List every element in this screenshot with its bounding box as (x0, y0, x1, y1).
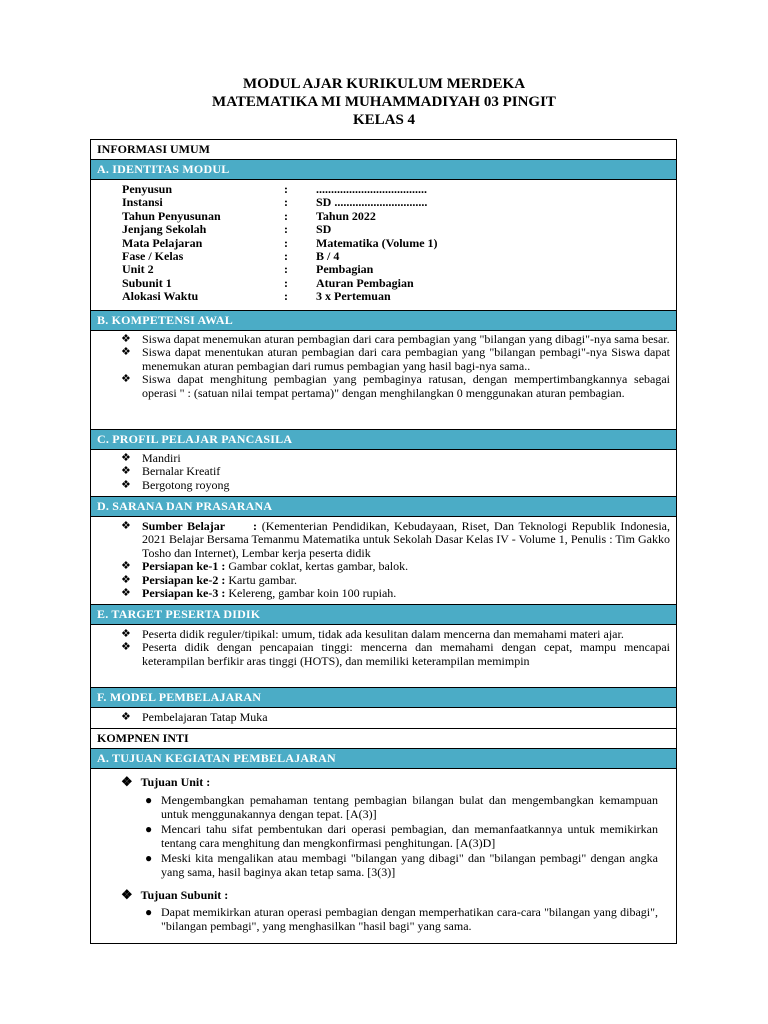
item-label: Persiapan ke-2 : (142, 572, 226, 587)
diamond-bullet-icon: ❖ (121, 628, 131, 640)
model-header: F. MODEL PEMBELAJARAN (91, 688, 676, 708)
list-item-text: Pembelajaran Tatap Muka (142, 710, 268, 724)
list-item (91, 711, 676, 724)
list-item (91, 465, 676, 478)
diamond-bullet-icon: ❖ (121, 373, 131, 386)
diamond-bullet-icon: ❖ (121, 452, 131, 464)
list-item (91, 373, 676, 400)
komponen-inti-header: KOMPNEN INTI (91, 729, 676, 749)
list-item (91, 641, 676, 668)
list-item-text: Mengembangkan pemahaman tentang pembagian bilangan bulat dan mengembangkan kemampuan untuk menggunakannya dengan tepat. [A(3)] (161, 793, 658, 821)
list-item-text: Mencari tahu sifat pembentukan dari operasi pembagian, dan memanfaatkannya untuk memikirkan tentang cara menghitung dan mengkonfirmasi penghitungan. [A(3)D] (161, 822, 658, 850)
diamond-bullet-icon: ❖ (121, 641, 131, 654)
list-item (91, 574, 676, 587)
list-item-text: Bergotong royong (142, 477, 230, 492)
list-item (145, 905, 658, 933)
sub-heading-text: Tujuan Unit : (140, 775, 211, 789)
tujuan-subunit-list (145, 905, 658, 934)
list-item (91, 333, 676, 346)
target-section (91, 625, 676, 688)
identitas-value: SD ............................... (316, 195, 428, 210)
diamond-bullet-icon: ❖ (121, 520, 131, 532)
identitas-key: Mata Pelajaran (122, 235, 203, 250)
diamond-bullet-icon: ❖ (121, 587, 131, 600)
informasi-umum-header: INFORMASI UMUM (91, 140, 676, 160)
model-list (91, 711, 676, 724)
colon: : (284, 289, 288, 304)
identitas-value: Aturan Pembagian (316, 275, 414, 290)
list-item (91, 587, 676, 600)
model-section (91, 708, 676, 729)
list-item-text: Meski kita mengalikan atau membagi "bilangan yang dibagi" dan "bilangan pembagi" dengan angka yang sama, hasil baginya akan tetap sama. [3(3)] (161, 851, 658, 879)
sarana-list (91, 520, 676, 600)
tujuan-unit-label (121, 774, 210, 790)
dot-bullet-icon: ● (145, 851, 153, 865)
list-item-text: (Kementerian Pendidikan, Kebudayaan, Riset, Dan Teknologi Republik Indonesia, 2021 Belajar Bersama Temanmu Matematika untuk Sekolah Dasar Kelas IV - Volume 1, Penulis : Tim Gakko Tosho dan Internet), Lembar kerja peserta didik (142, 519, 671, 560)
identitas-section (91, 180, 676, 311)
diamond-bullet-icon: ❖ (121, 887, 133, 902)
title-line-1: MODUL AJAR KURIKULUM MERDEKA (242, 76, 526, 92)
profil-list (91, 452, 676, 492)
profil-header: C. PROFIL PELAJAR PANCASILA (91, 430, 676, 450)
diamond-bullet-icon: ❖ (121, 465, 131, 478)
dot-bullet-icon: ● (145, 905, 153, 919)
list-item-text: Siswa dapat menemukan aturan pembagian dari cara pembagian yang "bilangan yang dibagi"-nya sama besar. (142, 332, 670, 346)
colon: : (284, 195, 288, 210)
dot-bullet-icon: ● (145, 793, 153, 807)
list-item (91, 452, 676, 465)
list-item (91, 479, 676, 492)
identitas-value: B / 4 (316, 248, 340, 263)
list-item (145, 793, 658, 821)
kompetensi-list (91, 333, 676, 400)
title-line-3: KELAS 4 (352, 112, 416, 128)
item-label: Persiapan ke-3 : (142, 586, 226, 601)
list-item (91, 346, 676, 373)
list-item-text: Peserta didik dengan pencapaian tinggi: mencerna dan memahami dengan cepat, mampu mencapai keterampilan berfikir aras tinggi (HOTS), dan memiliki keterampilan memimpin (142, 640, 670, 668)
diamond-bullet-icon: ❖ (121, 573, 131, 586)
list-item-text: Peserta didik reguler/tipikal: umum, tidak ada kesulitan dalam mencerna dan memahami materi ajar. (142, 627, 624, 641)
sarana-header: D. SARANA DAN PRASARANA (91, 497, 676, 517)
list-item (145, 822, 658, 850)
title-line-2: MATEMATIKA MI MUHAMMADIYAH 03 PINGIT (212, 94, 556, 110)
profil-section (91, 450, 676, 497)
document-title (0, 75, 768, 129)
colon: : (284, 222, 288, 237)
identitas-row (122, 263, 522, 276)
target-list (91, 628, 676, 668)
identitas-row (122, 290, 522, 303)
diamond-bullet-icon: ❖ (121, 774, 133, 789)
identitas-value: Pembagian (316, 262, 374, 277)
item-label: Persiapan ke-1 : (142, 559, 226, 574)
colon: : (284, 262, 288, 277)
identitas-key: Penyusun (122, 182, 173, 196)
list-item-text: Dapat memikirkan aturan operasi pembagian dengan memperhatikan cara-cara "bilangan yang dibagi", "bilangan pembagi", yang menghasilkan "hasil bagi" yang sama. (161, 905, 658, 933)
colon: : (284, 275, 288, 290)
identitas-header: A. IDENTITAS MODUL (91, 160, 676, 180)
item-label: Sumber Belajar : (142, 519, 258, 533)
identitas-key: Instansi (122, 195, 163, 210)
identitas-row (122, 183, 522, 196)
identitas-key: Subunit 1 (122, 275, 172, 290)
identitas-key: Alokasi Waktu (122, 289, 199, 304)
tujuan-header: A. TUJUAN KEGIATAN PEMBELAJARAN (91, 749, 676, 769)
list-item (91, 560, 676, 573)
colon: : (284, 235, 288, 250)
identitas-key: Unit 2 (122, 262, 154, 277)
identitas-row (122, 250, 522, 263)
list-item-text: Siswa dapat menentukan aturan pembagian dari cara pembagian yang "bilangan pembagi"-nya Siswa dapat menemukan aturan pembagian dari rumus pembagian yang hasil bagi-nya sama.. (142, 345, 670, 373)
tujuan-subunit-label (121, 887, 228, 903)
tujuan-section (91, 769, 676, 947)
identitas-table (122, 183, 522, 304)
list-item (91, 628, 676, 641)
list-item (145, 851, 658, 879)
sarana-section (91, 517, 676, 605)
list-item-text: Bernalar Kreatif (142, 464, 221, 479)
identitas-value: ..................................... (316, 182, 427, 196)
diamond-bullet-icon: ❖ (121, 346, 131, 359)
diamond-bullet-icon: ❖ (121, 560, 131, 573)
diamond-bullet-icon: ❖ (121, 333, 131, 345)
module-table (90, 139, 677, 944)
list-item-text: Gambar coklat, kertas gambar, balok. (225, 559, 409, 574)
list-item-text: Kartu gambar. (225, 572, 297, 587)
diamond-bullet-icon: ❖ (121, 711, 131, 723)
identitas-key: Jenjang Sekolah (122, 222, 207, 237)
identitas-value: 3 x Pertemuan (316, 289, 391, 304)
identitas-value: Tahun 2022 (316, 208, 376, 223)
identitas-row (122, 196, 522, 209)
identitas-row (122, 210, 522, 223)
colon: : (284, 182, 288, 196)
identitas-key: Tahun Penyusunan (122, 208, 221, 223)
colon: : (284, 248, 288, 263)
identitas-row (122, 223, 522, 236)
identitas-row (122, 277, 522, 290)
diamond-bullet-icon: ❖ (121, 478, 131, 491)
colon: : (284, 208, 288, 223)
list-item-text: Kelereng, gambar koin 100 rupiah. (225, 586, 397, 601)
identitas-value: SD (316, 222, 332, 237)
tujuan-unit-list (145, 793, 658, 880)
list-item-text: Mandiri (142, 451, 181, 465)
identitas-row (122, 237, 522, 250)
target-header: E. TARGET PESERTA DIDIK (91, 605, 676, 625)
dot-bullet-icon: ● (145, 822, 153, 836)
kompetensi-section (91, 331, 676, 430)
list-item-text: Siswa dapat menghitung pembagian yang pembaginya ratusan, dengan mempertimbangkannya sebagai operasi " : (satuan nilai tempat pertama)" dengan menghilangkan 0 menggunakan aturan pembagian. (142, 372, 670, 400)
list-item (91, 520, 676, 560)
kompetensi-header: B. KOMPETENSI AWAL (91, 311, 676, 331)
identitas-key: Fase / Kelas (122, 248, 184, 263)
identitas-value: Matematika (Volume 1) (316, 235, 438, 250)
sub-heading-text: Tujuan Subunit : (140, 888, 229, 902)
